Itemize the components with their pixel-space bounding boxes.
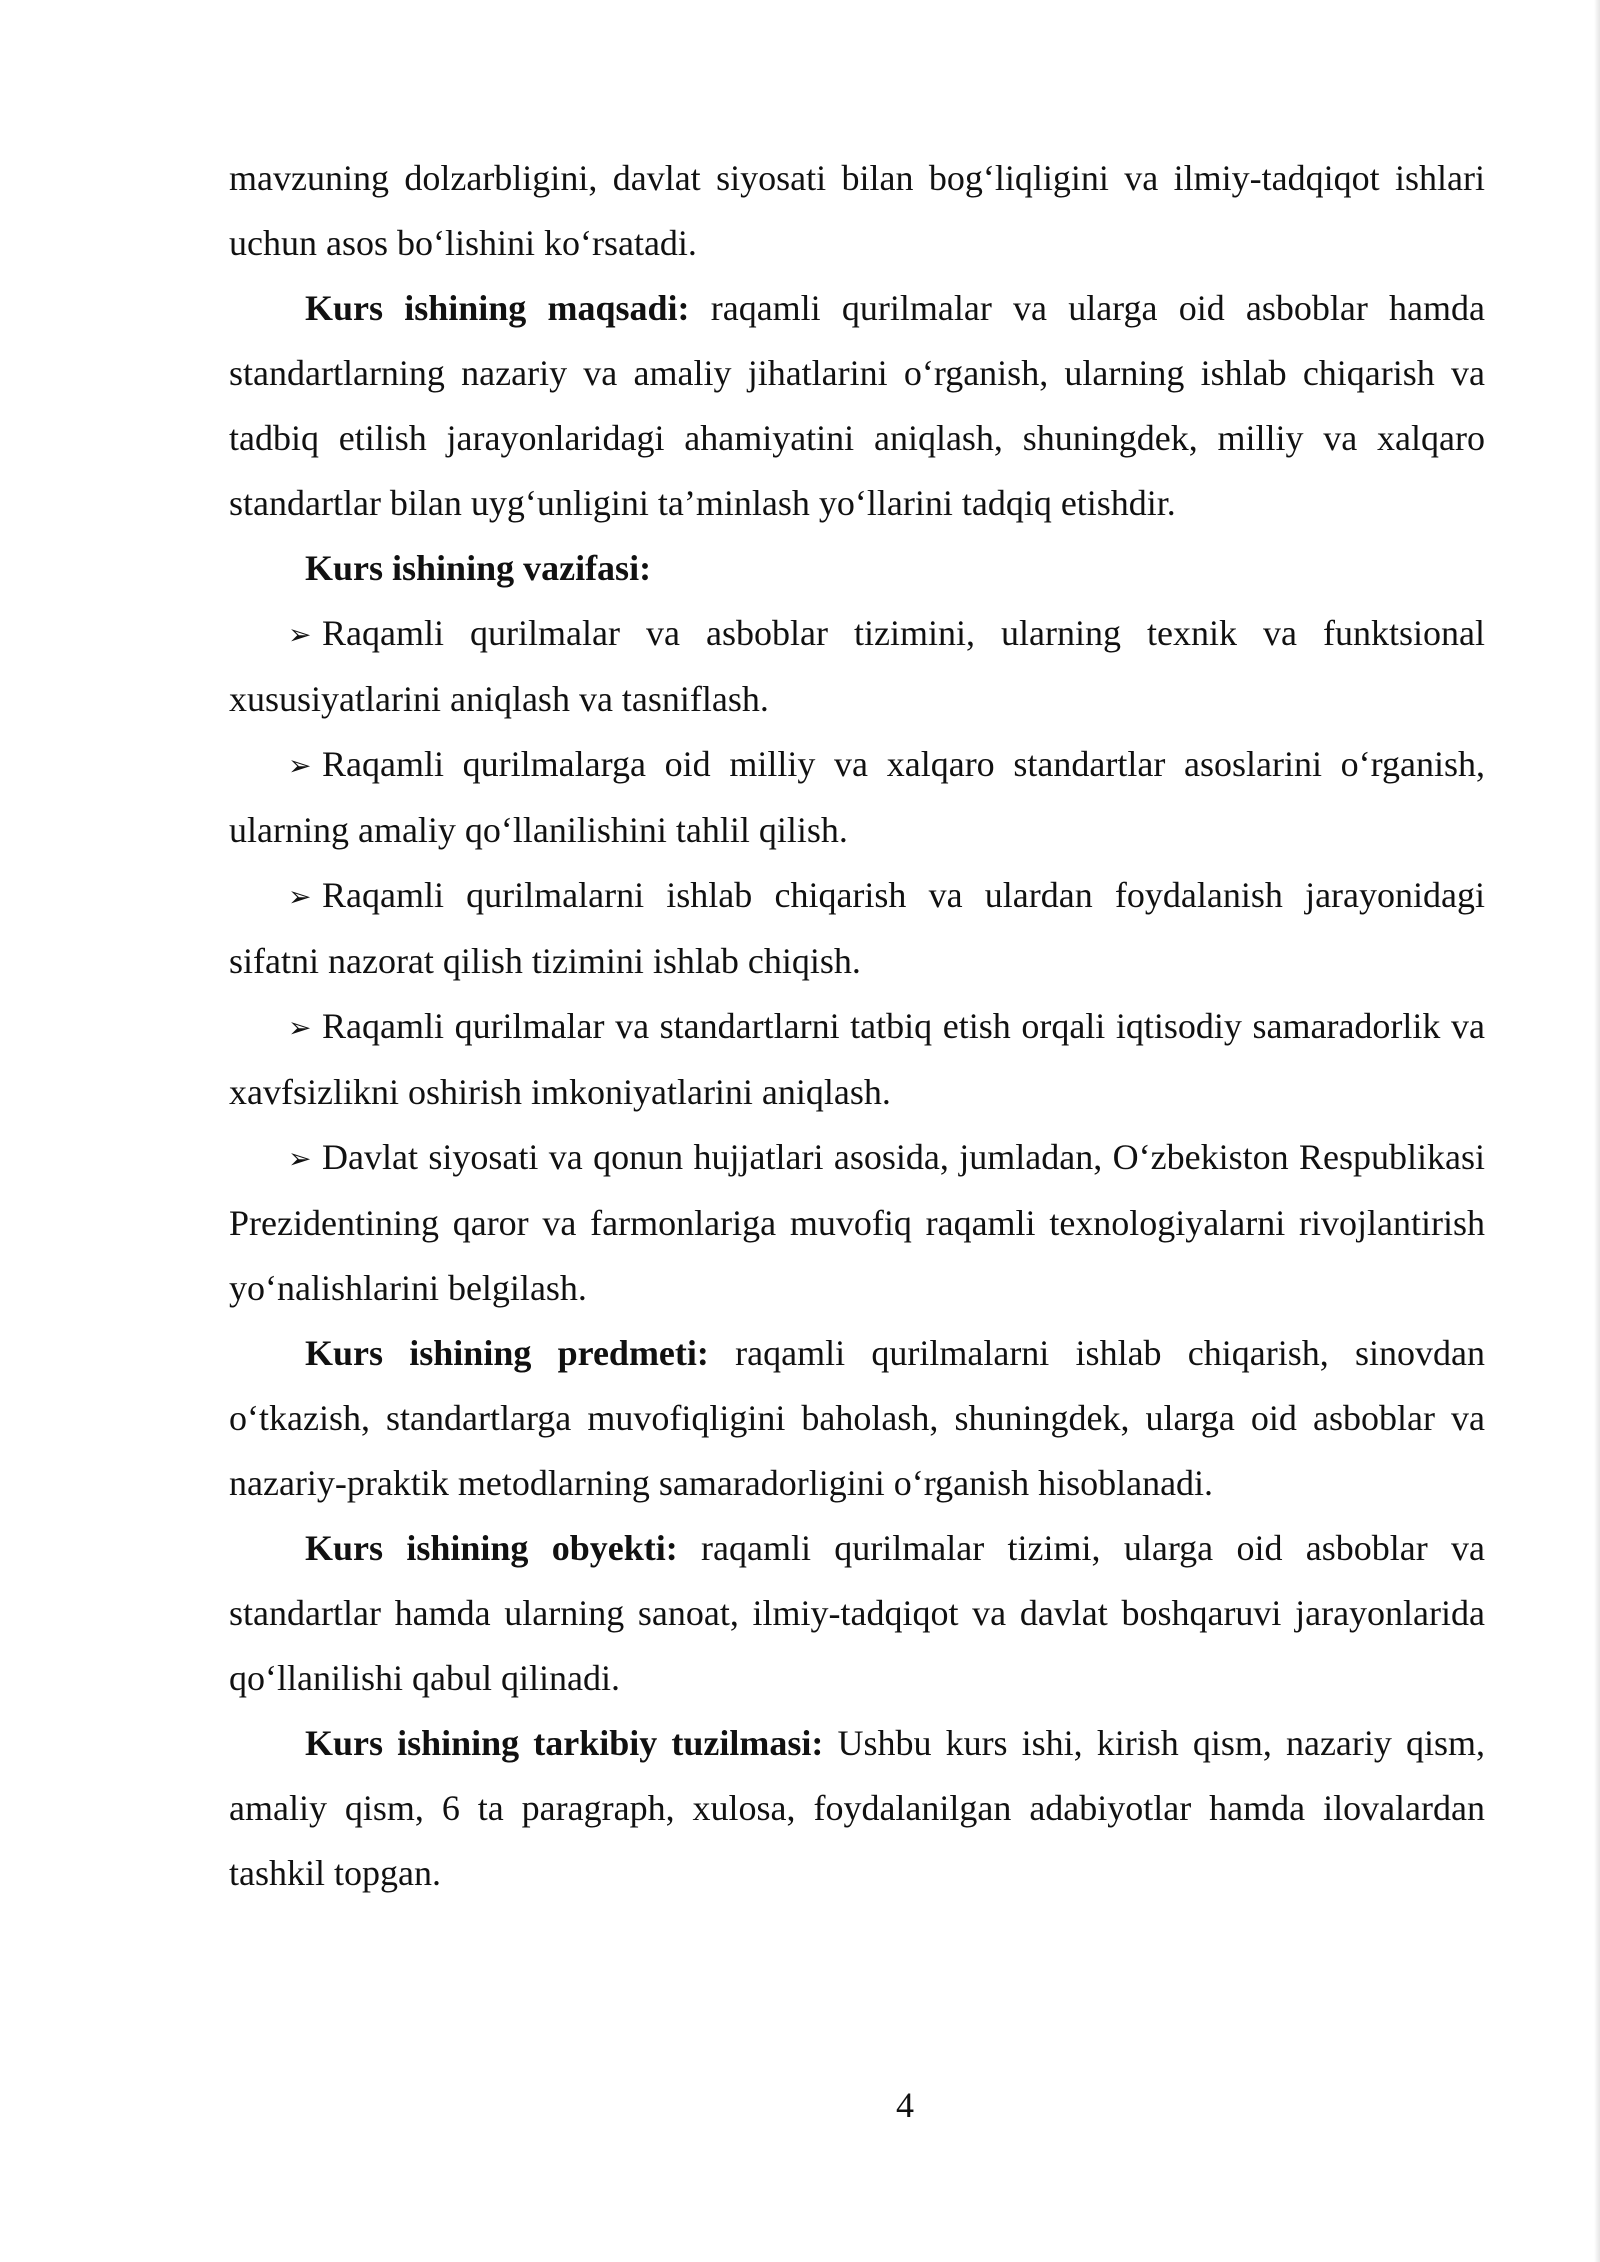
task-item-text: Raqamli qurilmalar va asboblar tizimini, ularning texnik va funktsional xususiyatlarini aniqlash va tasniflash. <box>229 613 1485 719</box>
arrow-bullet-icon: ➢ <box>288 880 312 913</box>
goal-label: Kurs ishining maqsadi: <box>305 288 690 328</box>
object-text: raqamli qurilmalar tizimi, ularga oid asboblar va standartlar hamda ularning sanoat, ilmiy-tadqiqot va davlat boshqaruvi jarayonlarida qo‘llanilishi qabul qilinadi. <box>229 1528 1485 1698</box>
subject-paragraph <box>229 1321 1485 1516</box>
task-item-text: Raqamli qurilmalarga oid milliy va xalqaro standartlar asoslarini o‘rganish, ularning amaliy qo‘llanilishini tahlil qilish. <box>229 744 1485 850</box>
intro-continuation-paragraph <box>229 146 1485 276</box>
structure-paragraph <box>229 1711 1485 1906</box>
page-number: 4 <box>896 2085 914 2125</box>
task-item-text: Raqamli qurilmalar va standartlarni tatbiq etish orqali iqtisodiy samaradorlik va xavfsizlikni oshirish imkoniyatlarini aniqlash. <box>229 1006 1485 1112</box>
object-label: Kurs ishining obyekti: <box>305 1528 678 1568</box>
task-item <box>229 994 1485 1125</box>
structure-text: Ushbu kurs ishi, kirish qism, nazariy qism, amaliy qism, 6 ta paragraph, xulosa, foydalanilgan adabiyotlar hamda ilovalardan tashkil topgan. <box>229 1723 1485 1893</box>
arrow-bullet-icon: ➢ <box>288 749 312 782</box>
tasks-heading-paragraph <box>229 536 1485 601</box>
task-item <box>229 1125 1485 1321</box>
task-item-text: Raqamli qurilmalarni ishlab chiqarish va ulardan foydalanish jarayonidagi sifatni nazorat qilish tizimini ishlab chiqish. <box>229 875 1485 981</box>
task-item-text: Davlat siyosati va qonun hujjatlari asosida, jumladan, O‘zbekiston Respublikasi Prezidentining qaror va farmonlariga muvofiq raqamli texnologiyalarni rivojlantirish yo‘nalishlarini belgilash. <box>229 1137 1485 1308</box>
document-body <box>229 146 1485 1906</box>
page-edge-shadow <box>1594 0 1600 2262</box>
task-item <box>229 863 1485 994</box>
task-item <box>229 601 1485 732</box>
goal-text: raqamli qurilmalar va ularga oid asboblar hamda standartlarning nazariy va amaliy jihatlarini o‘rganish, ularning ishlab chiqarish va tadbiq etilish jarayonlaridagi ahamiyatini aniqlash, shuningdek, milliy va xalqaro standartlar bilan uyg‘unligini ta’minlash yo‘llarini tadqiq etishdir. <box>229 288 1486 523</box>
arrow-bullet-icon: ➢ <box>288 1011 312 1044</box>
task-item <box>229 732 1485 863</box>
goal-paragraph <box>229 276 1485 536</box>
object-paragraph <box>229 1516 1485 1711</box>
subject-text: raqamli qurilmalarni ishlab chiqarish, sinovdan o‘tkazish, standartlarga muvofiqligini baholash, shuningdek, ularga oid asboblar va nazariy-praktik metodlarning samaradorligini o‘rganish hisoblanadi. <box>229 1333 1486 1503</box>
intro-continuation-text: mavzuning dolzarbligini, davlat siyosati bilan bog‘liqligini va ilmiy-tadqiqot ishlari uchun asos bo‘lishini ko‘rsatadi. <box>229 158 1485 263</box>
tasks-label: Kurs ishining vazifasi: <box>305 548 652 588</box>
structure-label: Kurs ishining tarkibiy tuzilmasi: <box>305 1723 824 1763</box>
arrow-bullet-icon: ➢ <box>288 618 312 651</box>
subject-label: Kurs ishining predmeti: <box>305 1333 709 1373</box>
arrow-bullet-icon: ➢ <box>288 1142 312 1175</box>
